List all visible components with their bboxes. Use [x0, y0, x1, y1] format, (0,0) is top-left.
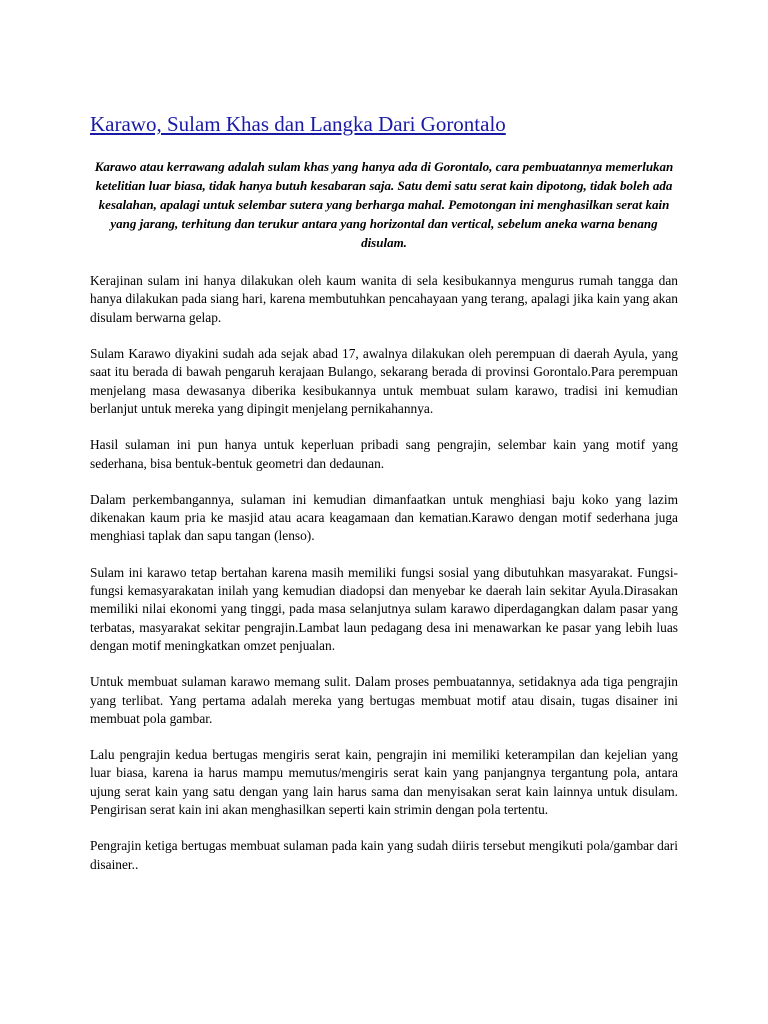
lead-paragraph: Karawo atau kerrawang adalah sulam khas yang hanya ada di Gorontalo, cara pembuatannya memerlukan ketelitian luar biasa, tidak hanya butuh kesabaran saja. Satu demi satu serat kain dipotong, tidak boleh ada kesalahan, apalagi untuk selembar sutera yang berharga mahal. Pemotongan ini menghasilkan serat kain yang jarang, terhitung dan terukur antara yang horizontal dan vertical, sebelum aneka warna benang disulam.	[94, 159, 674, 251]
document-page	[90, 112, 678, 892]
paragraph-5: Sulam ini karawo tetap bertahan karena masih memiliki fungsi sosial yang dibutuhkan masyarakat. Fungsi-fungsi kemasyarakatan inilah yang kemudian diadopsi dan menyebar ke daerah lain sekitar Ayula.Dirasakan memiliki nilai ekonomi yang tinggi, pada masa selanjutnya sulam karawo diperdagangkan dalam pasar yang terbatas, masyarakat sekitar pengrajin.Lambat laun pedagang desa ini menawarkan ke pasar yang lebih luas dengan motif meningkatkan omzet penjualan.	[90, 564, 678, 653]
paragraph-4: Dalam perkembangannya, sulaman ini kemudian dimanfaatkan untuk menghiasi baju koko yang lazim dikenakan kaum pria ke masjid atau acara keagamaan dan kematian.Karawo dengan motif sederhana juga menghiasi taplak dan sapu tangan (lenso).	[90, 491, 678, 544]
paragraph-1: Kerajinan sulam ini hanya dilakukan oleh kaum wanita di sela kesibukannya mengurus rumah tangga dan hanya dilakukan pada siang hari, karena membutuhkan pencahayaan yang terang, apalagi jika kain yang akan disulam berwarna gelap.	[90, 273, 678, 325]
paragraph-7: Lalu pengrajin kedua bertugas mengiris serat kain, pengrajin ini memiliki keterampilan dan kejelian yang luar biasa, karena ia harus mampu memutus/mengiris serat kain yang panjangnya tergantung pola, antara ujung serat kain yang satu dengan yang lain harus sama dan menyisakan serat kain lainnya untuk disulam. Pengirisan serat kain ini akan menghasilkan seperti kain strimin dengan pola tertentu.	[90, 747, 678, 818]
document-title[interactable]: Karawo, Sulam Khas dan Langka Dari Gorontalo	[90, 112, 506, 136]
paragraph-2: Sulam Karawo diyakini sudah ada sejak abad 17, awalnya dilakukan oleh perempuan di daerah Ayula, yang saat itu berada di bawah pengaruh kerajaan Bulango, sekarang berada di provinsi Gorontalo.Para perempuan menjelang masa dewasanya diberika kesibukannya untuk membuat sulam karawo, tradisi ini kemudian berlanjut untuk mereka yang dipingit menjelang pernikahannya.	[90, 346, 678, 416]
paragraph-8: Pengrajin ketiga bertugas membuat sulaman pada kain yang sudah diiris tersebut mengikuti pola/gambar dari disainer..	[90, 838, 678, 872]
paragraph-3: Hasil sulaman ini pun hanya untuk keperluan pribadi sang pengrajin, selembar kain yang motif yang sederhana, bisa bentuk-bentuk geometri dan dedaunan.	[90, 437, 678, 471]
paragraph-6: Untuk membuat sulaman karawo memang sulit. Dalam proses pembuatannya, setidaknya ada tiga pengrajin yang terlibat. Yang pertama adalah mereka yang bertugas membuat motif atau disain, tugas disainer ini membuat pola gambar.	[90, 674, 678, 726]
